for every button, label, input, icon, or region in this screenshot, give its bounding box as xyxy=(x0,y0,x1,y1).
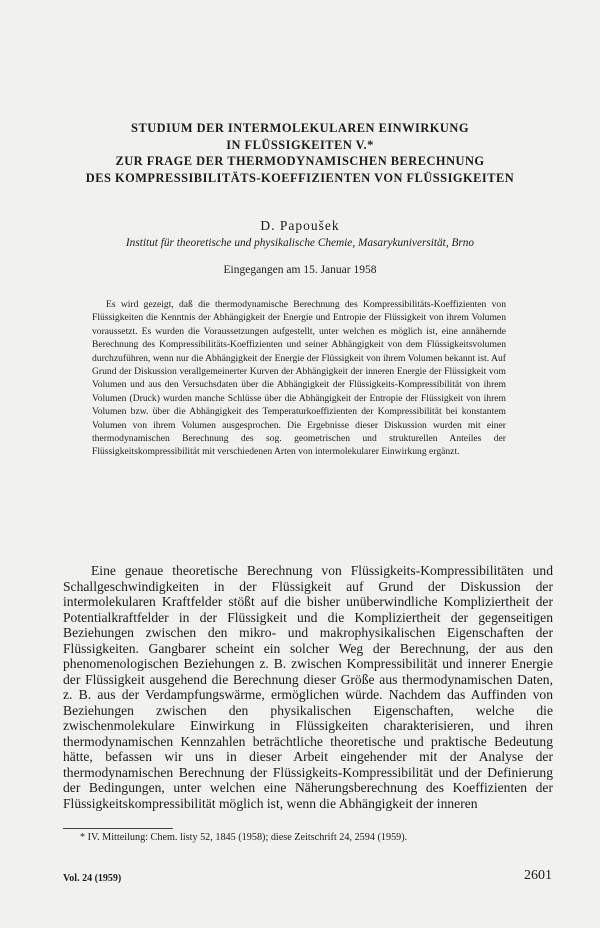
abstract xyxy=(92,298,506,459)
received-date: Eingegangen am 15. Januar 1958 xyxy=(223,264,377,276)
title-line: ZUR FRAGE DER THERMODYNAMISCHEN BERECHNUNG xyxy=(115,154,485,168)
title-line: STUDIUM DER INTERMOLEKULAREN EINWIRKUNG xyxy=(131,121,469,135)
body-paragraph: Eine genaue theoretische Berechnung von Flüssigkeits-Kompressibilitäten und Schallgeschwindigkeiten in der Flüssigkeit auf Grund der Diskussion der intermolekularen Kraftfelder stößt auf die bisher unüberwindliche Kompliziertheit der Potentialkraftfelder in der Flüssigkeit und die Kompliziertheit der gegenseitigen Beziehungen zwischen den mikro- und makrophysikalischen Eigenschaften der Flüssigkeiten. Gangbarer scheint ein solcher Weg der Berechnung, der aus den phenomenologischen Beziehungen z. B. zwischen Kompressibilität und innerer Energie der Flüssigkeit ausgehend die Berechnung dieser Größe aus thermodynamischen Daten, z. B. aus der Verdampfungswärme, ermöglichen würde. Nachdem das Auffinden von Beziehungen zwischen den physikalischen Eigenschaften, welche die zwischenmolekulare Einwirkung in Flüssigkeiten charakterisieren, und ihren thermodynamischen Kennzahlen beträchtliche theoretische und praktische Bedeutung hätte, befassen wir uns in dieser Arbeit eingehender mit der Analyse der thermodynamischen Berechnung der Flüssigkeits-Kompressibilität und der Definierung der Bedingungen, unter welchen eine Näherungsberechnung des Koeffizienten der Flüssigkeitskompressibilität möglich ist, wenn die Abhängigkeit der inneren xyxy=(63,563,553,811)
title-line: IN FLÜSSIGKEITEN V.* xyxy=(226,137,374,152)
author-name: D. Papoušek xyxy=(260,218,340,233)
institution: Institut für theoretische und physikalische Chemie, Masarykuniversität, Brno xyxy=(125,237,475,249)
footnote: * IV. Mitteilung: Chem. listy 52, 1845 (1958); diese Zeitschrift 24, 2594 (1959). xyxy=(80,832,408,843)
paper-title xyxy=(40,120,560,186)
journal-reference: Vol. 24 (1959) xyxy=(63,873,122,884)
page-number: 2601 xyxy=(524,868,552,883)
abstract-text: Es wird gezeigt, daß die thermodynamische Berechnung des Kompressibilitäts-Koeffizienten von Flüssigkeiten die Kenntnis der Abhängigkeit der Energie und Entropie der Flüssigkeit von ihrem Volumen voraussetzt. Es wurden die Voraussetzungen aufgestellt, unter welchen es möglich ist, eine annähernde Berechnung des Kompressibilitäts-Koeffizienten und seiner Abhängigkeit von dem Flüssigkeitsvolumen durchzuführen, wenn nur die Abhängigkeit der Energie der Flüssigkeit von ihrem Volumen bekannt ist. Auf Grund der Diskussion verallgemeinerter Kurven der Abhängigkeit der inneren Energie der Flüssigkeit vom Volumen und aus den Versuchsdaten über die Abhängigkeit der Flüssigkeits-Kompressibilität von ihrem Volumen (Druck) wurden manche Schlüsse über die Abhängigkeit der Entropie der Flüssigkeit von ihrem Volumen bzw. über die Abhängigkeit des Temperaturkoeffizienten der Kompressibilität bei konstantem Volumen von ihrem Volumen ausgesprochen. Die Ergebnisse dieser Diskussion wurden mit einer thermodynamischen Berechnung des sog. geometrischen und strukturellen Anteiles der Flüssigkeitskompressibilität mit verschiedenen Arten von intermolekularer Einwirkung ergänzt. xyxy=(92,299,506,458)
footnote-rule xyxy=(63,828,173,829)
title-line: DES KOMPRESSIBILITÄTS-KOEFFIZIENTEN VON FLÜSSIGKEITEN xyxy=(85,170,515,185)
body-text xyxy=(63,563,553,811)
